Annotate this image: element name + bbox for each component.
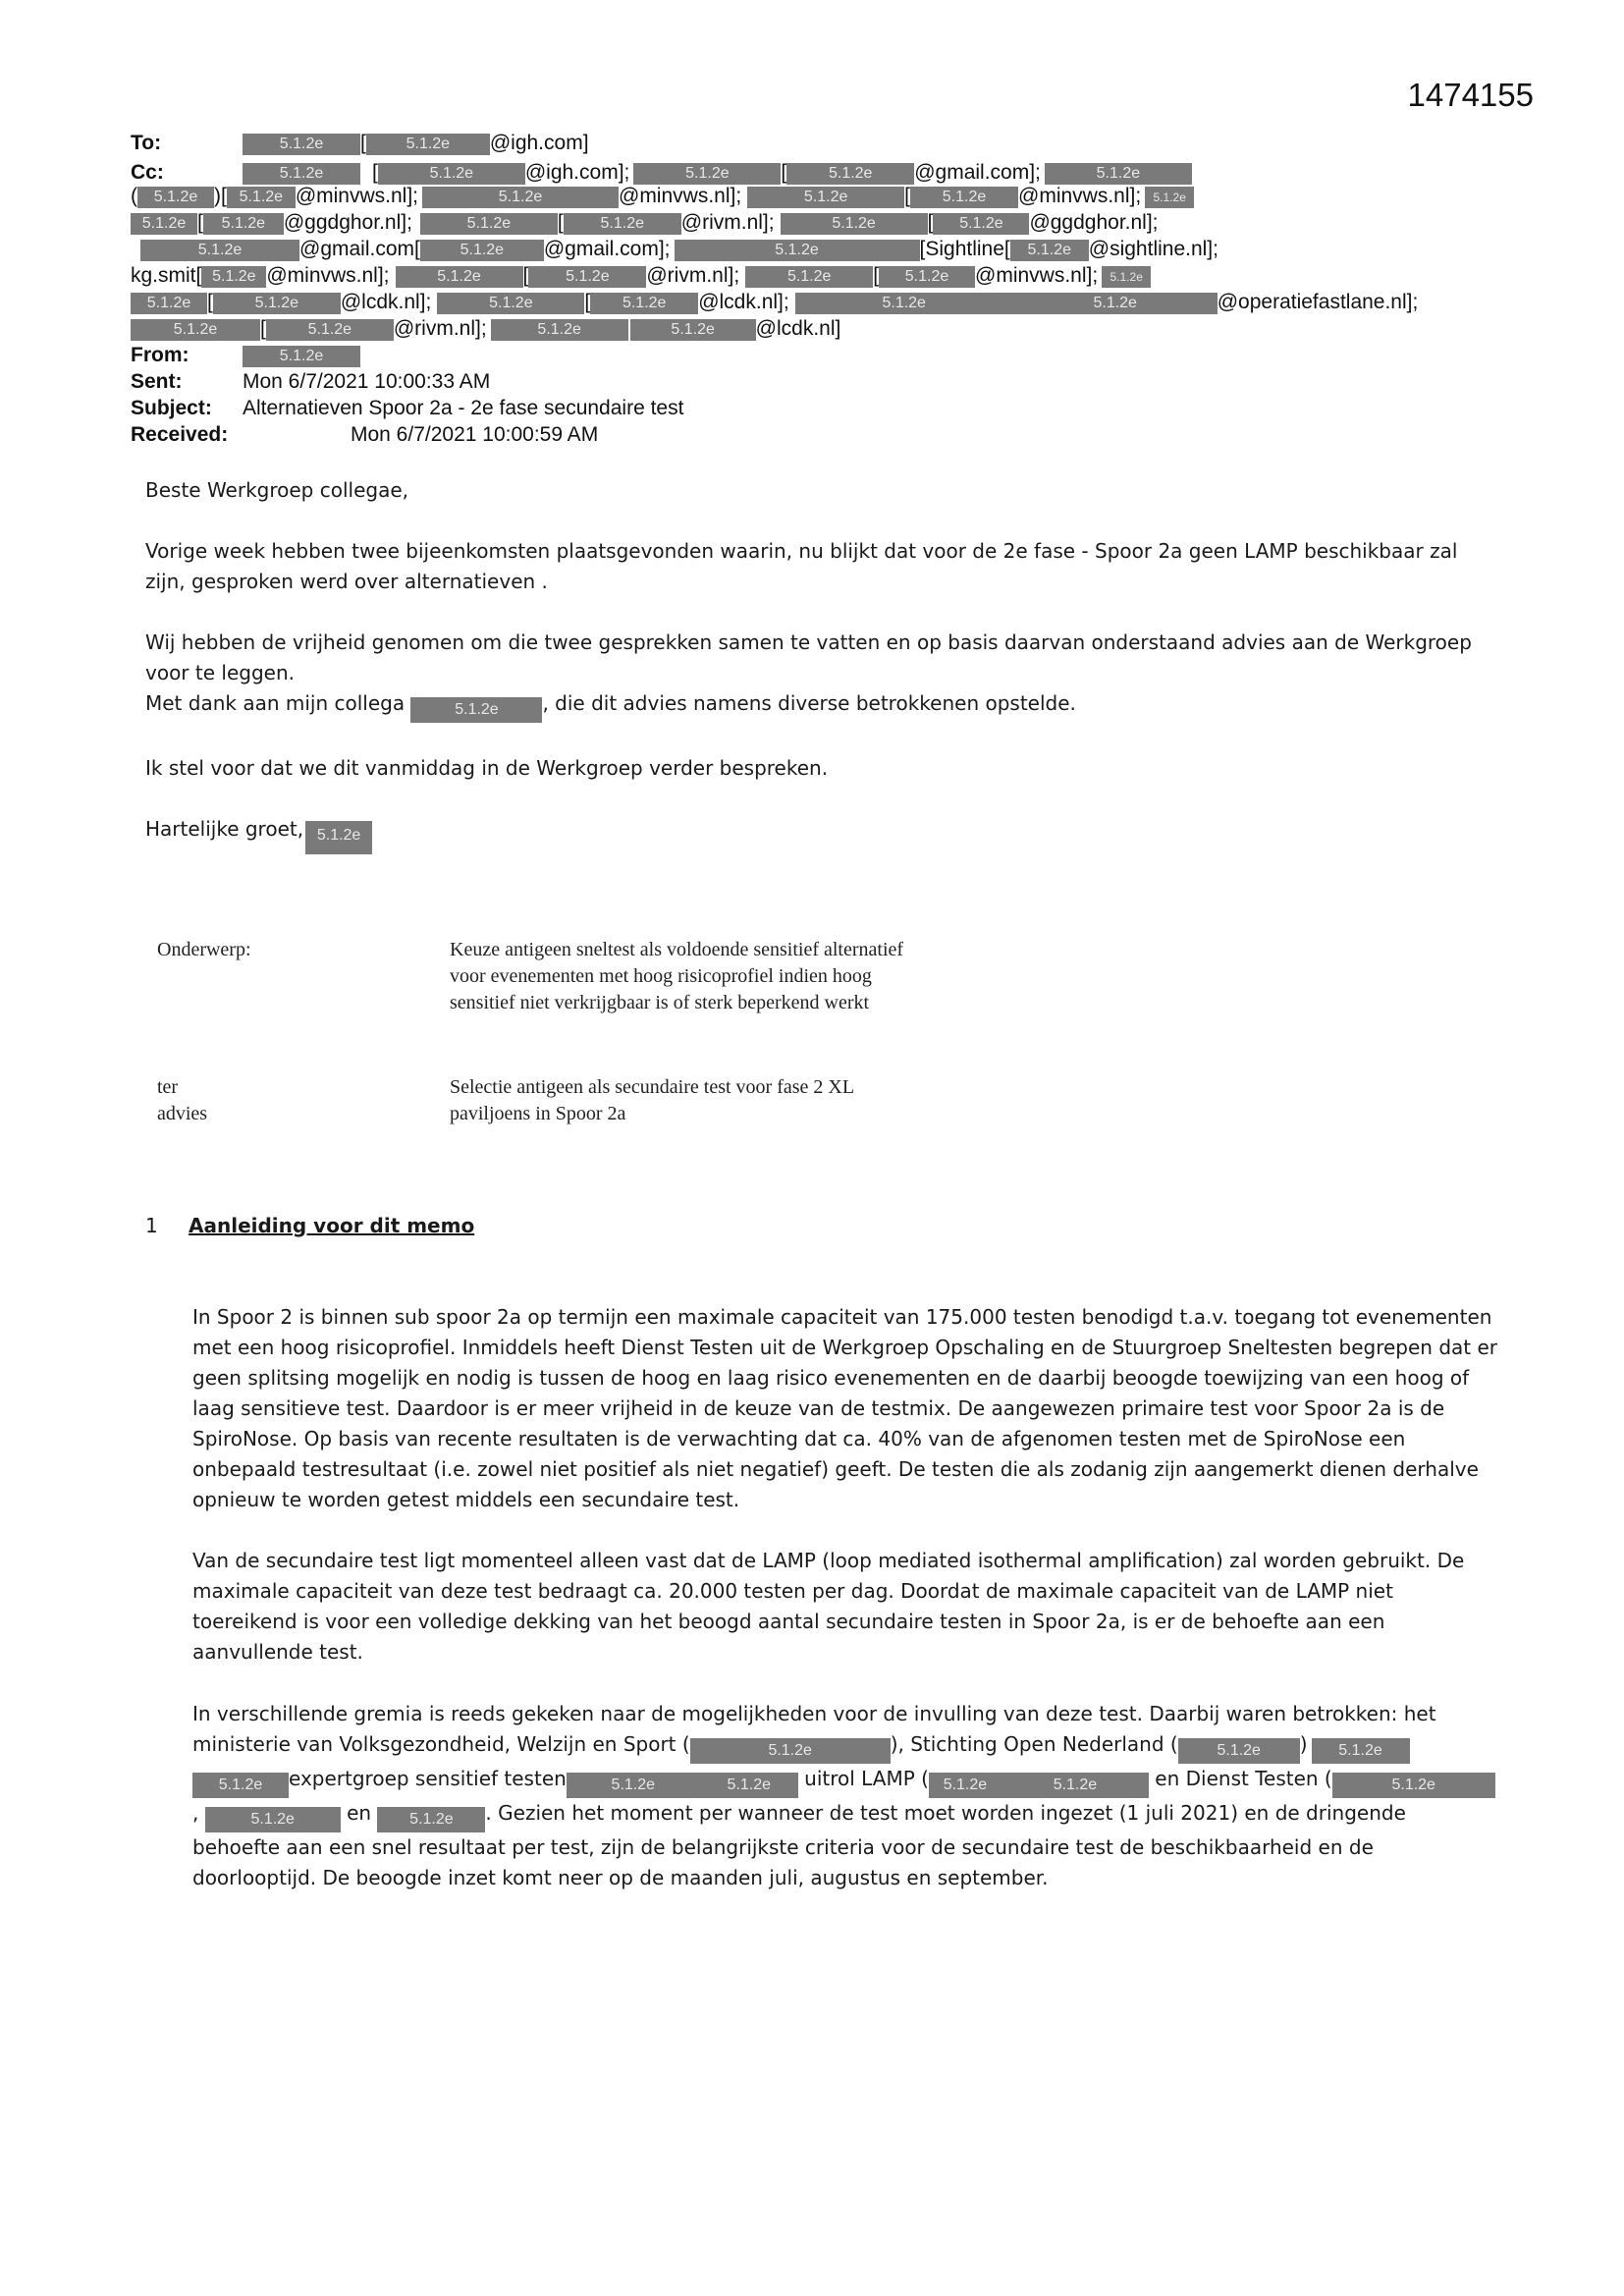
received-value: Mon 6/7/2021 10:00:59 AM [351,423,599,446]
redaction: 5.1.2e [1332,1773,1495,1798]
redaction: 5.1.2e [1045,163,1192,185]
redaction: 5.1.2e [377,1807,485,1832]
redaction: 5.1.2e [137,187,214,208]
redaction: 5.1.2e [690,1738,891,1764]
from-row [131,342,1525,368]
redaction: 5.1.2e [1145,187,1194,208]
redaction: 5.1.2e [213,293,341,314]
onderwerp-text: Keuze antigeen sneltest als voldoende sensitief alternatief voor evenementen met hoog risicoprofiel indien hoog sensitief niet verkrijgbaar is of sterk beperkend werkt [450,939,904,1013]
cc-row: ( 5.1.2e )[ 5.1.2e @minvws.nl]; 5.1.2e @minvws.nl]; 5.1.2e [ 5.1.2e @minvws.nl]; 5.1.2e [131,183,1525,209]
redaction: 5.1.2e [205,1807,341,1832]
redaction: 5.1.2e [192,1773,289,1798]
redaction: 5.1.2e [1013,293,1218,314]
section-paragraph: In Spoor 2 is binnen sub spoor 2a op termijn een maximale capaciteit van 175.000 testen benodigd t.a.v. toegang tot evenementen met een hoog risicoprofiel. Inmiddels heeft Dienst Testen uit de Werkgroep Opschaling en de Stuurgroep Sneltesten begrepen dat er geen splitsing mogelijk en nodig is tussen de hoog en laag risico evenementen en de daarbij beoogde toewijzing van een hoog of laag sensitieve test. Daardoor is er meer vrijheid in de keuze van de testmix. De aangewezen primaire test voor Spoor 2a is de SpiroNose. Op basis van recente resultaten is de verwachting dat ca. 40% van de afgenomen testen met de SpiroNose een onbepaald testresultaat (i.e. zowel niet positief als niet negatief) geeft. De testen die als zodanig zijn aangemerkt dienen derhalve opnieuw te worden getest middels een secundaire test. [192,1305,1498,1511]
section-paragraph: In verschillende gremia is reeds gekeken naar de mogelijkheden voor de invulling van deze test. Daarbij waren betrokken: het ministerie van Volksgezondheid, Welzijn en Sport ( 5.1.2e ), Stichting Open Nederland ( 5.1.2e ) 5.1.2e 5.1.2e expertgroep sensitief testen 5.1.2e 5.1.2e uitrol LAMP ( 5.1.2e 5.1.2e en Dienst Testen ( 5.1.2e, 5.1.2e en 5.1.2e . Gezien het moment per wanneer de test moet worden ingezet (1 juli 2021) en de dringende behoefte aan een snel resultaat per test, zijn de belangrijkste criteria voor de secundaire test de beschikbaarheid en de doorlooptijd. De beoogde inzet komt neer op de maanden juli, augustus en september. [192,1699,1498,1893]
to-text: [ [360,132,366,154]
cc-row: 5.1.2e @gmail.com[ 5.1.2e @gmail.com]; 5.1.2e [Sightline[ 5.1.2e @sightline.nl]; [131,236,1525,262]
sent-value: Mon 6/7/2021 10:00:33 AM [243,370,491,393]
advies-text: Selectie antigeen als secundaire test voor fase 2 XL paviljoens in Spoor 2a [450,1076,855,1124]
cc-label: Cc: [131,161,164,184]
redaction: 5.1.2e [140,240,299,261]
redaction: 5.1.2e [243,346,360,367]
redaction: 5.1.2e [266,319,394,341]
redaction: 5.1.2e [227,187,296,208]
redaction: 5.1.2e [1178,1738,1300,1764]
redaction: 5.1.2e [437,293,584,314]
redaction: 5.1.2e [410,697,542,723]
cc-row: 5.1.2e [ 5.1.2e @ggdghor.nl]; 5.1.2e [ 5.1.2e @rivm.nl]; 5.1.2e [ 5.1.2e @ggdghor.nl]; [131,209,1525,236]
document-id: 1474155 [1407,77,1534,113]
received-row [131,421,1525,448]
redaction: 5.1.2e [745,266,873,288]
redaction: 5.1.2e [929,1773,1001,1798]
body-paragraph: Wij hebben de vrijheid genomen om die twee gesprekken samen te vatten en op basis daarvan onderstaand advies aan de Werkgroep voor te leggen. [145,630,1472,684]
redaction: 5.1.2e [1102,266,1151,288]
redaction: 5.1.2e [131,213,197,235]
redaction: 5.1.2e [420,213,558,235]
section-title: Aanleiding voor dit memo [189,1214,475,1237]
redaction: 5.1.2e [786,163,914,185]
redaction: 5.1.2e [781,213,928,235]
sent-row [131,368,1525,395]
redaction: 5.1.2e [564,213,681,235]
redaction: 5.1.2e [590,293,698,314]
redaction: 5.1.2e [567,1773,700,1798]
subject-label: Subject: [131,397,212,419]
redaction: 5.1.2e [630,319,756,341]
redaction: 5.1.2e [378,163,525,185]
redaction: 5.1.2e [1001,1773,1149,1798]
redaction: 5.1.2e [879,266,975,288]
to-text: @igh.com] [489,132,589,154]
cc-row: Cc: 5.1.2e [ 5.1.2e @igh.com]; 5.1.2e [ 5.1.2e @gmail.com]; 5.1.2e [131,156,1525,183]
redaction: 5.1.2e [700,1773,798,1798]
redaction: 5.1.2e [491,319,628,341]
advies-label: ter advies [157,1076,208,1124]
redaction: 5.1.2e [366,134,490,155]
body-paragraph: Ik stel voor dat we dit vanmiddag in de Werkgroep verder bespreken. [145,756,829,780]
to-label: To: [131,132,162,154]
subject-row [131,395,1525,421]
redaction: 5.1.2e [528,266,646,288]
redaction: 5.1.2e [795,293,1013,314]
redaction: 5.1.2e [396,266,523,288]
email-header [131,130,1525,448]
subject-value: Alternatieven Spoor 2a - 2e fase secundaire test [243,397,684,419]
redaction: 5.1.2e [933,213,1029,235]
from-label: From: [131,344,189,366]
section-number: 1 [145,1214,158,1237]
redaction: 5.1.2e [747,187,904,208]
closing: Hartelijke groet, 5.1.2e [145,814,1490,854]
to-row [131,130,1525,156]
section-paragraph: Van de secundaire test ligt momenteel alleen vast dat de LAMP (loop mediated isothermal amplification) zal worden gebruikt. De maximale capaciteit van deze test bedraagt ca. 20.000 testen per dag. Doordat de maximale capaciteit van de LAMP niet toereikend is voor een volledige dekking van het beoogd aantal secundaire testen in Spoor 2a, is er de behoefte aan een aanvullende test. [192,1549,1465,1664]
section-heading [145,1214,474,1237]
redaction: 5.1.2e [131,293,207,314]
onderwerp-label: Onderwerp: [157,939,251,960]
body-paragraph: Vorige week hebben twee bijeenkomsten plaatsgevonden waarin, nu blijkt dat voor de 2e fase - Spoor 2a geen LAMP beschikbaar zal zijn, gesproken werd over alternatieven . [145,539,1458,593]
redaction: 5.1.2e [243,134,360,155]
redaction: 5.1.2e [1312,1738,1410,1764]
redaction: 5.1.2e [131,319,260,341]
redaction: 5.1.2e [201,266,266,288]
redaction: 5.1.2e [243,163,360,185]
received-label: Received: [131,423,229,446]
redaction: 5.1.2e [203,213,284,235]
redaction: 5.1.2e [633,163,781,185]
greeting: Beste Werkgroep collegae, [145,478,408,502]
email-body [145,475,1490,854]
redaction: 5.1.2e [422,187,619,208]
redaction: 5.1.2e [910,187,1018,208]
cc-row: 5.1.2e [ 5.1.2e @rivm.nl]; 5.1.2e 5.1.2e @lcdk.nl] [131,315,1525,342]
redaction: 5.1.2e [420,240,544,261]
body-paragraph: Met dank aan mijn collega 5.1.2e , die dit advies namens diverse betrokkenen opstelde. [145,688,1490,723]
sent-label: Sent: [131,370,183,393]
redaction: 5.1.2e [675,240,920,261]
cc-row: 5.1.2e [ 5.1.2e @lcdk.nl]; 5.1.2e [ 5.1.2e @lcdk.nl]; 5.1.2e 5.1.2e @operatiefastlane.nl]; [131,289,1525,315]
redaction: 5.1.2e [1010,240,1089,261]
redaction: 5.1.2e [305,821,372,854]
cc-row: kg.smit[ 5.1.2e @minvws.nl]; 5.1.2e [ 5.1.2e @rivm.nl]; 5.1.2e [ 5.1.2e @minvws.nl]; 5.1.2e [131,262,1525,289]
